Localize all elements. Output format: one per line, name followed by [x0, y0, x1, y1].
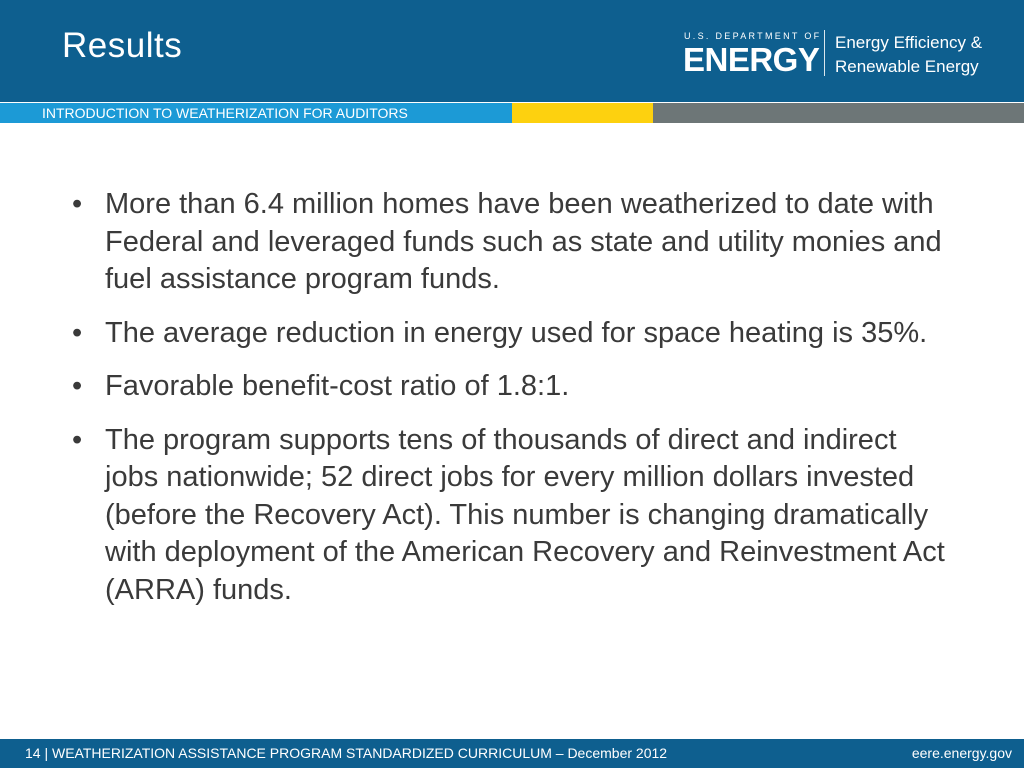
logo-dept-small-text: U.S. DEPARTMENT OF [684, 31, 822, 41]
bullet-dot: • [72, 370, 83, 402]
logo-divider [824, 30, 825, 76]
section-label: INTRODUCTION TO WEATHERIZATION FOR AUDITORS [42, 105, 408, 121]
logo-office-line-2: Renewable Energy [835, 57, 979, 76]
slide-title: Results [62, 26, 183, 65]
bullet-text: The program supports tens of thousands of direct and indirect jobs nationwide; 52 direct jobs for every million dollars invested (before the Recovery Act). This number is changing dramatically with deployment of the American Recovery and Reinvestment Act (ARRA) funds. [105, 423, 945, 606]
bullet-item-homes [70, 186, 950, 299]
bullet-item-benefit-cost [70, 368, 950, 406]
bullet-item-heating-reduction [70, 315, 950, 353]
bullet-text: The average reduction in energy used for space heating is 35%. [105, 316, 928, 349]
bullet-dot: • [72, 423, 83, 456]
slide-header [0, 0, 1024, 102]
bullet-item-jobs [70, 422, 950, 610]
doe-eere-logo [684, 30, 1004, 82]
logo-energy-wordmark: ENERGY [683, 41, 820, 78]
section-band-yellow [512, 103, 653, 123]
section-band-gray [653, 103, 1024, 123]
bullet-text: More than 6.4 million homes have been weatherized to date with Federal and leveraged funds such as state and utility monies and fuel assistance program funds. [105, 188, 942, 295]
bullet-dot: • [72, 316, 83, 349]
footer-page-info: 14 | WEATHERIZATION ASSISTANCE PROGRAM STANDARDIZED CURRICULUM – December 2012 [25, 745, 668, 761]
bullet-list [70, 186, 950, 609]
bullet-text: Favorable benefit-cost ratio of 1.8:1. [105, 370, 570, 402]
logo-office-line-1: Energy Efficiency & [835, 33, 983, 52]
bullet-dot: • [72, 188, 83, 220]
footer-website: eere.energy.gov [911, 745, 1012, 761]
slide-body [70, 186, 950, 625]
slide-footer [0, 739, 1024, 768]
